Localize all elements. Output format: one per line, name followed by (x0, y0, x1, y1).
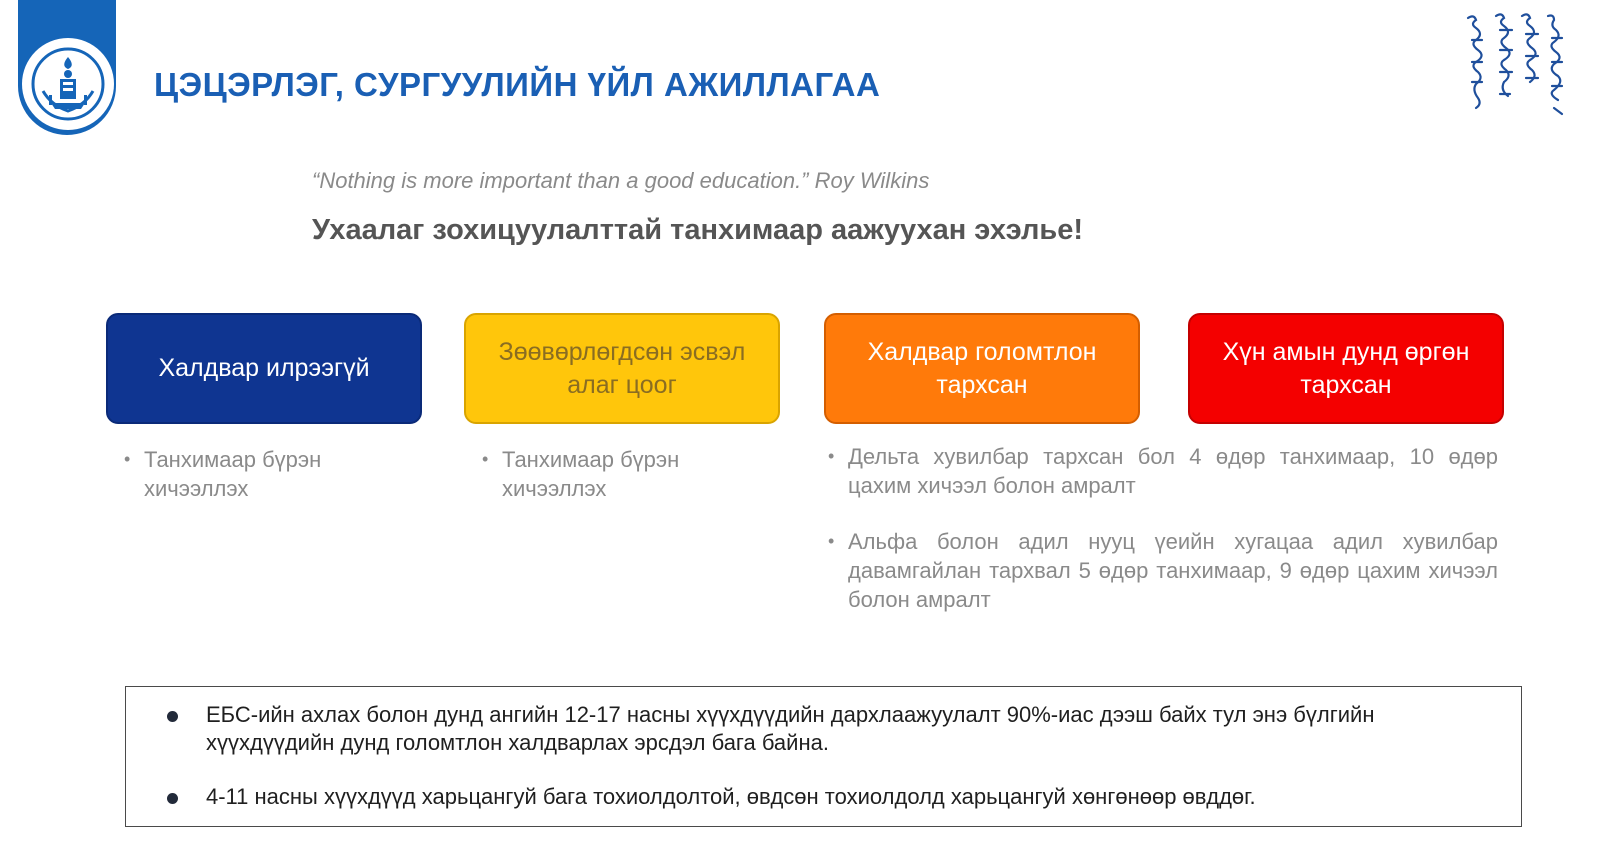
level-box-sporadic: Зөөвөрлөгдсөн эсвэл алаг цоог (464, 313, 780, 424)
quote-text: “Nothing is more important than a good education.” Roy Wilkins (312, 168, 930, 193)
level-2-bullets (482, 445, 772, 503)
note-box (125, 686, 1522, 827)
level-box-cluster-spread: Халдвар голомтлон тархсан (824, 313, 1140, 424)
level-1-bullets (124, 445, 414, 503)
note-item (164, 701, 1494, 757)
bullet-dot-icon (167, 793, 178, 804)
level-box-no-infection: Халдвар илрээгүй (106, 313, 422, 424)
bullet-item: • Альфа болон адил нууц үеийн хугацаа адил хувилбар давамгайлан тархвал 5 өдөр танхимаар, 9 өдөр цахим хичээл болон амралт (828, 527, 1498, 614)
level-3-bullets (828, 442, 1498, 641)
note-item (164, 783, 1494, 811)
note-list (164, 701, 1494, 811)
note-text: ЕБС-ийн ахлах болон дунд ангийн 12-17 насны хүүхдүүдийн дархлаажуулалт 90%-иас дээш байх тул энэ бүлгийн хүүхдүүдийн дунд голомтлон халдварлах эрсдэл бага байна. (206, 702, 1375, 755)
bullet-item: • Танхимаар бүрэн хичээллэх (124, 445, 414, 503)
state-emblem-icon (22, 38, 114, 130)
bullet-item: • Дельта хувилбар тархсан бол 4 өдөр танхимаар, 10 өдөр цахим хичээл болон амралт (828, 442, 1498, 500)
slogan-text: Ухаалаг зохицуулалттай танхимаар аажуухан эхэлье! (312, 214, 1083, 246)
page-title: ЦЭЦЭРЛЭГ, СУРГУУЛИЙН ҮЙЛ АЖИЛЛАГАА (154, 66, 881, 103)
mongolian-script-icon (1462, 10, 1582, 135)
bullet-dot-icon (167, 711, 178, 722)
bullet-item: • Танхимаар бүрэн хичээллэх (482, 445, 772, 503)
level-box-community-spread: Хүн амын дунд өргөн тархсан (1188, 313, 1504, 424)
note-text: 4-11 насны хүүхдүүд харьцангуй бага тохиолдолтой, өвдсөн тохиолдолд харьцангуй хөнгөнөөр өвддөг. (206, 784, 1256, 809)
